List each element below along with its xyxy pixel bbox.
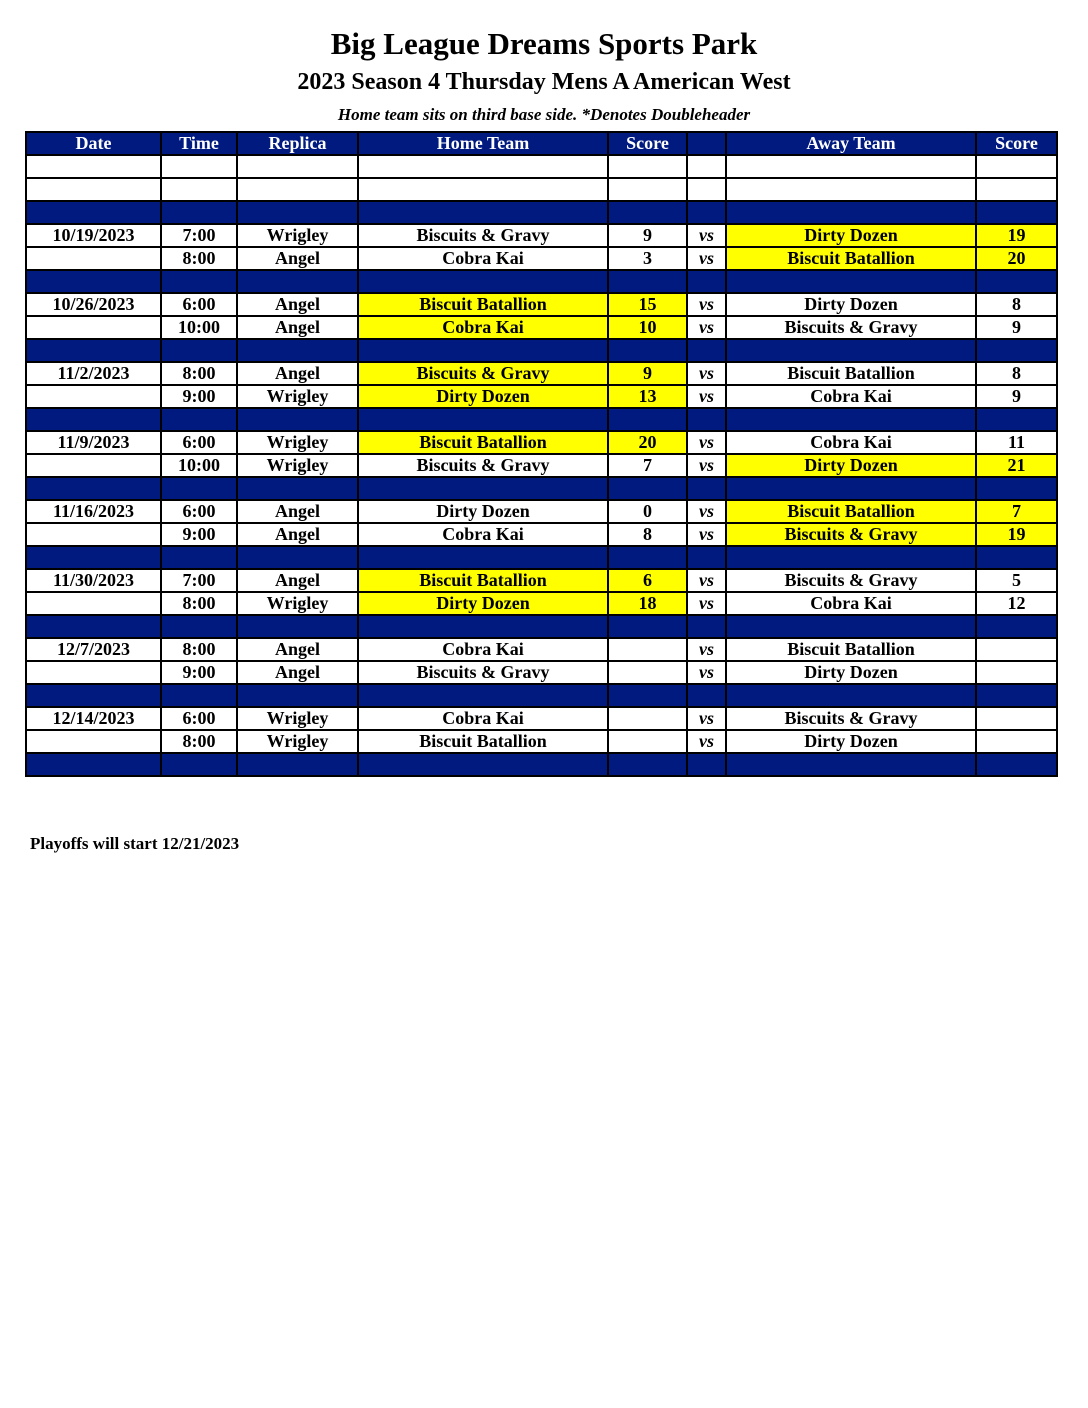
game-replica: Angel bbox=[237, 500, 358, 523]
away-team: Biscuit Batallion bbox=[726, 638, 976, 661]
vs-label: vs bbox=[687, 569, 726, 592]
game-date: 11/16/2023 bbox=[26, 500, 161, 523]
away-score: 12 bbox=[976, 592, 1057, 615]
col-home-team-header: Home Team bbox=[358, 132, 608, 155]
vs-label: vs bbox=[687, 707, 726, 730]
game-date bbox=[26, 523, 161, 546]
home-score bbox=[608, 661, 687, 684]
home-team: Dirty Dozen bbox=[358, 385, 608, 408]
vs-label: vs bbox=[687, 661, 726, 684]
game-time: 8:00 bbox=[161, 362, 237, 385]
schedule-table bbox=[25, 131, 1058, 777]
vs-label: vs bbox=[687, 247, 726, 270]
away-score: 20 bbox=[976, 247, 1057, 270]
separator-row bbox=[26, 684, 1057, 707]
home-team: Dirty Dozen bbox=[358, 500, 608, 523]
away-team: Dirty Dozen bbox=[726, 730, 976, 753]
game-replica: Angel bbox=[237, 661, 358, 684]
home-team: Cobra Kai bbox=[358, 316, 608, 339]
game-date: 11/30/2023 bbox=[26, 569, 161, 592]
game-date: 12/14/2023 bbox=[26, 707, 161, 730]
away-team: Biscuit Batallion bbox=[726, 247, 976, 270]
game-replica: Wrigley bbox=[237, 224, 358, 247]
game-date: 10/26/2023 bbox=[26, 293, 161, 316]
game-time: 10:00 bbox=[161, 316, 237, 339]
separator-row bbox=[26, 339, 1057, 362]
game-row bbox=[26, 523, 1057, 546]
game-date bbox=[26, 247, 161, 270]
game-row bbox=[26, 362, 1057, 385]
game-time: 8:00 bbox=[161, 592, 237, 615]
game-time: 8:00 bbox=[161, 638, 237, 661]
home-team: Biscuit Batallion bbox=[358, 569, 608, 592]
separator-row bbox=[26, 753, 1057, 776]
home-team: Biscuit Batallion bbox=[358, 293, 608, 316]
away-team: Biscuits & Gravy bbox=[726, 523, 976, 546]
header-row bbox=[26, 132, 1057, 155]
away-team: Cobra Kai bbox=[726, 385, 976, 408]
game-replica: Angel bbox=[237, 638, 358, 661]
game-time: 9:00 bbox=[161, 385, 237, 408]
home-team: Dirty Dozen bbox=[358, 592, 608, 615]
game-time: 9:00 bbox=[161, 523, 237, 546]
separator-row bbox=[26, 270, 1057, 293]
col-date-header: Date bbox=[26, 132, 161, 155]
game-time: 8:00 bbox=[161, 247, 237, 270]
vs-label: vs bbox=[687, 730, 726, 753]
schedule-body bbox=[26, 155, 1057, 776]
game-replica: Angel bbox=[237, 247, 358, 270]
game-date bbox=[26, 316, 161, 339]
home-team: Cobra Kai bbox=[358, 707, 608, 730]
game-replica: Wrigley bbox=[237, 431, 358, 454]
vs-label: vs bbox=[687, 638, 726, 661]
away-team: Biscuits & Gravy bbox=[726, 707, 976, 730]
separator-row bbox=[26, 615, 1057, 638]
game-replica: Wrigley bbox=[237, 385, 358, 408]
game-replica: Angel bbox=[237, 316, 358, 339]
away-team: Dirty Dozen bbox=[726, 454, 976, 477]
game-row bbox=[26, 293, 1057, 316]
home-team: Biscuits & Gravy bbox=[358, 224, 608, 247]
vs-label: vs bbox=[687, 293, 726, 316]
home-score: 9 bbox=[608, 362, 687, 385]
separator-row bbox=[26, 201, 1057, 224]
col-away-score-header: Score bbox=[976, 132, 1057, 155]
vs-label: vs bbox=[687, 431, 726, 454]
game-date: 12/7/2023 bbox=[26, 638, 161, 661]
game-row bbox=[26, 707, 1057, 730]
away-team: Cobra Kai bbox=[726, 592, 976, 615]
col-time-header: Time bbox=[161, 132, 237, 155]
vs-label: vs bbox=[687, 592, 726, 615]
game-replica: Wrigley bbox=[237, 730, 358, 753]
game-time: 7:00 bbox=[161, 569, 237, 592]
game-time: 7:00 bbox=[161, 224, 237, 247]
away-team: Dirty Dozen bbox=[726, 293, 976, 316]
home-team: Biscuits & Gravy bbox=[358, 362, 608, 385]
vs-label: vs bbox=[687, 500, 726, 523]
game-replica: Angel bbox=[237, 362, 358, 385]
game-row bbox=[26, 385, 1057, 408]
col-vs-header bbox=[687, 132, 726, 155]
game-date: 11/9/2023 bbox=[26, 431, 161, 454]
game-row bbox=[26, 638, 1057, 661]
away-score: 5 bbox=[976, 569, 1057, 592]
game-time: 10:00 bbox=[161, 454, 237, 477]
game-time: 8:00 bbox=[161, 730, 237, 753]
game-replica: Wrigley bbox=[237, 707, 358, 730]
away-team: Dirty Dozen bbox=[726, 661, 976, 684]
home-score: 0 bbox=[608, 500, 687, 523]
vs-label: vs bbox=[687, 523, 726, 546]
home-score: 15 bbox=[608, 293, 687, 316]
blank-row bbox=[26, 155, 1057, 178]
separator-row bbox=[26, 477, 1057, 500]
col-replica-header: Replica bbox=[237, 132, 358, 155]
game-time: 9:00 bbox=[161, 661, 237, 684]
game-replica: Angel bbox=[237, 569, 358, 592]
home-score: 3 bbox=[608, 247, 687, 270]
away-team: Biscuits & Gravy bbox=[726, 316, 976, 339]
game-row bbox=[26, 500, 1057, 523]
game-date bbox=[26, 592, 161, 615]
away-score bbox=[976, 707, 1057, 730]
away-team: Biscuit Batallion bbox=[726, 362, 976, 385]
home-team: Biscuits & Gravy bbox=[358, 454, 608, 477]
game-row bbox=[26, 224, 1057, 247]
away-score bbox=[976, 638, 1057, 661]
home-team: Cobra Kai bbox=[358, 523, 608, 546]
away-score bbox=[976, 661, 1057, 684]
game-replica: Angel bbox=[237, 523, 358, 546]
away-score: 11 bbox=[976, 431, 1057, 454]
game-row bbox=[26, 730, 1057, 753]
page-title: Big League Dreams Sports Park bbox=[330, 26, 758, 61]
vs-label: vs bbox=[687, 362, 726, 385]
game-date bbox=[26, 454, 161, 477]
home-team: Biscuit Batallion bbox=[358, 431, 608, 454]
home-score bbox=[608, 638, 687, 661]
home-score: 10 bbox=[608, 316, 687, 339]
game-row bbox=[26, 454, 1057, 477]
separator-row bbox=[26, 546, 1057, 569]
home-score: 6 bbox=[608, 569, 687, 592]
away-score: 9 bbox=[976, 385, 1057, 408]
home-score: 20 bbox=[608, 431, 687, 454]
home-score: 13 bbox=[608, 385, 687, 408]
home-team-note: Home team sits on third base side. *Denotes Doubleheader bbox=[337, 105, 751, 124]
separator-row bbox=[26, 408, 1057, 431]
game-row bbox=[26, 569, 1057, 592]
home-team: Biscuit Batallion bbox=[358, 730, 608, 753]
game-time: 6:00 bbox=[161, 500, 237, 523]
game-time: 6:00 bbox=[161, 431, 237, 454]
game-row bbox=[26, 661, 1057, 684]
away-score: 7 bbox=[976, 500, 1057, 523]
away-team: Biscuit Batallion bbox=[726, 500, 976, 523]
game-date bbox=[26, 385, 161, 408]
home-score: 8 bbox=[608, 523, 687, 546]
home-team: Biscuits & Gravy bbox=[358, 661, 608, 684]
home-score bbox=[608, 730, 687, 753]
home-score: 18 bbox=[608, 592, 687, 615]
col-away-team-header: Away Team bbox=[726, 132, 976, 155]
vs-label: vs bbox=[687, 316, 726, 339]
away-score: 9 bbox=[976, 316, 1057, 339]
game-row bbox=[26, 431, 1057, 454]
away-team: Cobra Kai bbox=[726, 431, 976, 454]
game-date bbox=[26, 661, 161, 684]
vs-label: vs bbox=[687, 224, 726, 247]
away-team: Biscuits & Gravy bbox=[726, 569, 976, 592]
away-score: 8 bbox=[976, 293, 1057, 316]
game-time: 6:00 bbox=[161, 707, 237, 730]
away-score: 8 bbox=[976, 362, 1057, 385]
col-home-score-header: Score bbox=[608, 132, 687, 155]
blank-row bbox=[26, 178, 1057, 201]
game-replica: Wrigley bbox=[237, 454, 358, 477]
away-score: 21 bbox=[976, 454, 1057, 477]
game-time: 6:00 bbox=[161, 293, 237, 316]
home-team: Cobra Kai bbox=[358, 638, 608, 661]
away-score bbox=[976, 730, 1057, 753]
game-replica: Wrigley bbox=[237, 592, 358, 615]
home-team: Cobra Kai bbox=[358, 247, 608, 270]
away-score: 19 bbox=[976, 523, 1057, 546]
game-row bbox=[26, 247, 1057, 270]
away-team: Dirty Dozen bbox=[726, 224, 976, 247]
home-score: 9 bbox=[608, 224, 687, 247]
home-score: 7 bbox=[608, 454, 687, 477]
game-row bbox=[26, 592, 1057, 615]
playoffs-note: Playoffs will start 12/21/2023 bbox=[30, 834, 240, 853]
page-subtitle: 2023 Season 4 Thursday Mens A American West bbox=[297, 69, 791, 95]
vs-label: vs bbox=[687, 454, 726, 477]
game-replica: Angel bbox=[237, 293, 358, 316]
game-date bbox=[26, 730, 161, 753]
game-date: 10/19/2023 bbox=[26, 224, 161, 247]
game-date: 11/2/2023 bbox=[26, 362, 161, 385]
away-score: 19 bbox=[976, 224, 1057, 247]
game-row bbox=[26, 316, 1057, 339]
vs-label: vs bbox=[687, 385, 726, 408]
home-score bbox=[608, 707, 687, 730]
